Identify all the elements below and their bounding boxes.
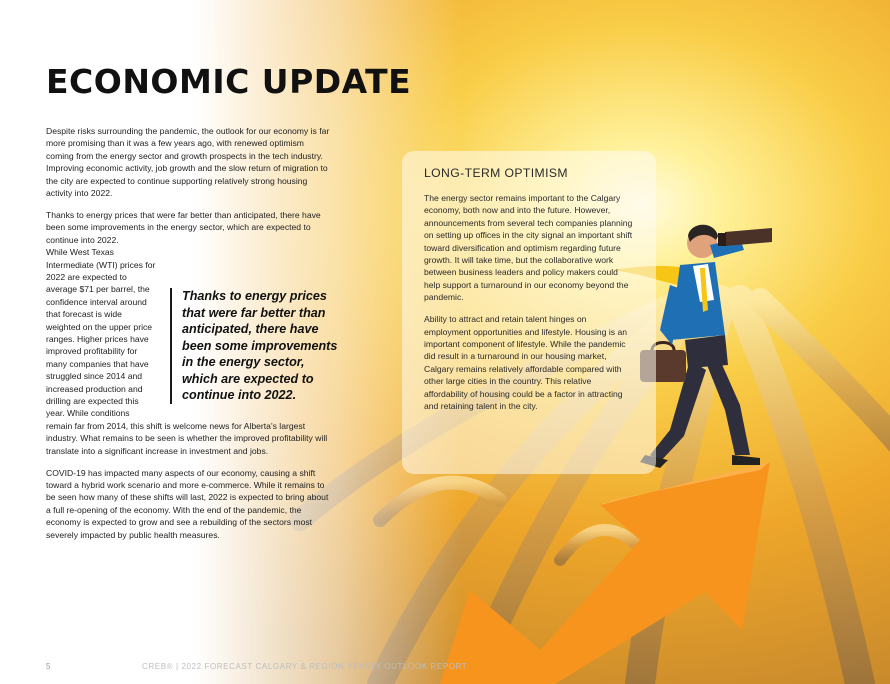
- article-paragraph: COVID-19 has impacted many aspects of our economy, causing a shift toward a hybrid work scenario and more e-commerce. While it remains to be seen how many of these shifts will last, 2022 is expected to bring about a full re-opening of the economy. With the end of the pandemic, the economy is expected to grow and see a rebuilding of the sectors most severely impacted by public health measures.: [46, 467, 329, 540]
- article-paragraph: Thanks to energy prices that were far better than anticipated, there have been some improvements in the energy sector, which are expected to continue into 2022.: [46, 209, 321, 245]
- sidebar-heading: LONG-TERM OPTIMISM: [424, 166, 568, 180]
- article-paragraph: Despite risks surrounding the pandemic, the outlook for our economy is far more promising than it was a few years ago, with renewed optimism coming from the energy sector and growth prospects in the tech industry. Improving economic activity, job growth and the slow return of migration to the city are expected to continue supporting relatively strong housing activity into 2022.: [46, 126, 330, 199]
- page-number: 5: [46, 662, 52, 671]
- footer-text: CREB® | 2022 FORECAST CALGARY & REGION YEARLY OUTLOOK REPORT: [142, 662, 468, 671]
- sidebar-body: [424, 192, 634, 422]
- sidebar-paragraph: The energy sector remains important to the Calgary economy, both now and into the future. However, announcements from several tech companies planning on setting up offices in the city signal an important shift toward diversification and optimism regarding future growth. It will take time, but the collaborative work between business leaders and policy makers could help support a turnaround in our economy beyond the pandemic.: [424, 193, 633, 303]
- pull-quote: Thanks to energy prices that were far better than anticipated, there have been some improvements in the energy sector, which are expected to continue into 2022.: [170, 288, 342, 404]
- page-title: ECONOMIC UPDATE: [46, 62, 412, 101]
- article-paragraph-wrapped-part: While West Texas Intermediate (WTI) prices for 2022 are expected to average $71 per barrel, the confidence interval around that forecast is wide weighted on the upper price ranges. Higher prices have improved profitability for many companies that have struggled since 2014 and increased production and drilling are expected this year. While conditions: [46, 247, 156, 419]
- sidebar-paragraph: Ability to attract and retain talent hinges on employment opportunities and lifestyle. Housing is an important component of lifestyle. While the pandemic did result in a turnaround in our housing market, Calgary remains relatively affordable compared with other large cities in the country. This relative affordability of housing could be a factor in attracting and retaining talent in the city.: [424, 314, 628, 411]
- article-paragraph-continued-part: remain far from 2014, this shift is welcome news for Alberta's largest industry. What remains to be seen is whether the improved profitability will translate into a significant increase in investment and jobs.: [46, 420, 328, 456]
